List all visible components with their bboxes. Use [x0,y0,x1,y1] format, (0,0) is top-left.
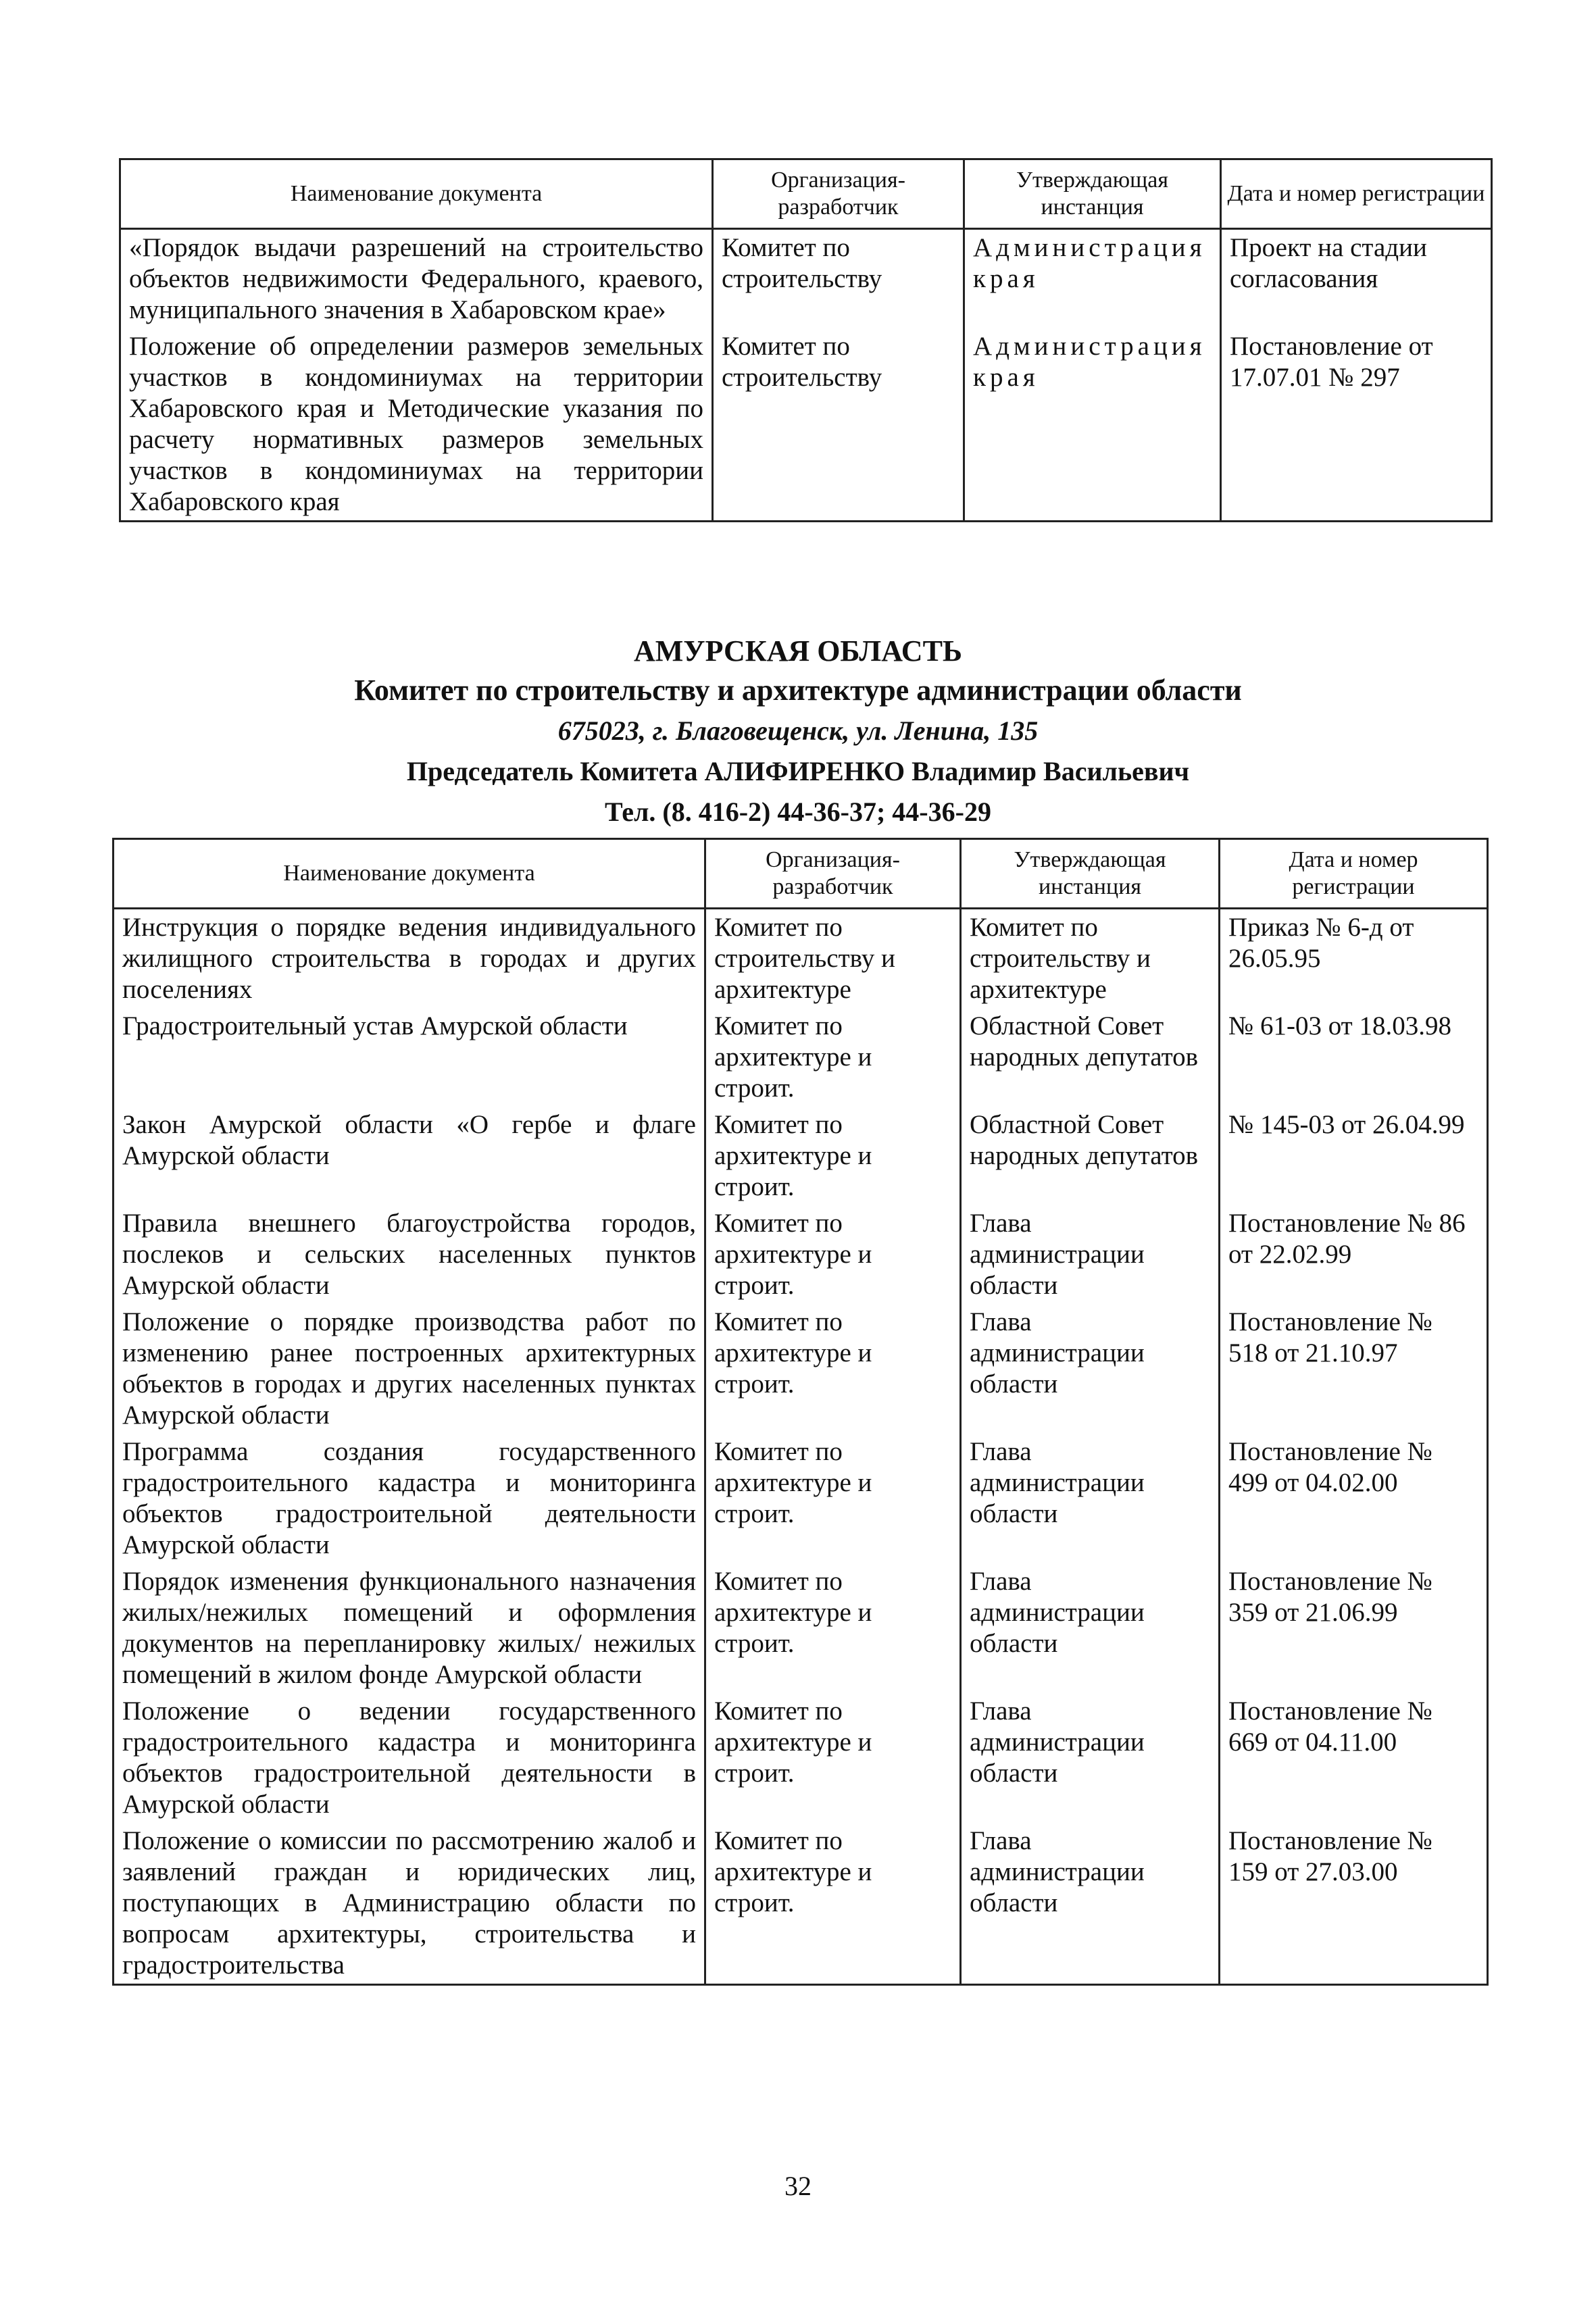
table-row [120,229,1492,329]
document-name: Программа создания государственного градостроительного кадастра и мониторинга объектов градостроительной деятельности Амурской области [114,1434,705,1563]
document-registration: Постановление № 159 от 27.03.00 [1220,1823,1488,1985]
region-title: АМУРСКАЯ ОБЛАСТЬ [633,634,963,668]
document-organization: Комитет по архитектуре и строит. [705,1693,961,1823]
header-registration: Дата и номер регистрации [1220,839,1488,909]
document-name: Закон Амурской области «О гербе и флаге Амурской области [114,1107,705,1205]
documents-table-khabarovsk [119,158,1493,522]
document-name: Градостроительный устав Амурской области [114,1008,705,1107]
table-row [114,1434,1488,1563]
document-name: Положение о порядке производства работ по изменению ранее построенных архитектурных объектов в городах и других населенных пунктах Амурской области [114,1304,705,1434]
table-row [114,1304,1488,1434]
document-name: Правила внешнего благоустройства городов, послеков и сельских населенных пунктов Амурской области [114,1205,705,1304]
document-registration: Постановление № 359 от 21.06.99 [1220,1563,1488,1693]
document-approver: Комитет по строительству и архитектуре [961,909,1220,1009]
document-organization: Комитет по архитектуре и строит. [705,1823,961,1985]
header-approver: Утверждающая инстанция [961,839,1220,909]
document-registration: Постановление № 669 от 04.11.00 [1220,1693,1488,1823]
committee-title: Комитет по строительству и архитектуре администрации области [354,674,1242,707]
committee-phone: Тел. (8. 416-2) 44-36-37; 44-36-29 [605,797,991,827]
header-document-name: Наименование документа [114,839,705,909]
table-row [114,1107,1488,1205]
table-row [114,1693,1488,1823]
document-approver: Глава администрации области [961,1693,1220,1823]
document-approver: Администрация края [964,328,1221,522]
document-organization: Комитет по архитектуре и строит. [705,1304,961,1434]
document-approver: Областной Совет народных депутатов [961,1107,1220,1205]
document-name: «Порядок выдачи разрешений на строительство объектов недвижимости Федерального, краевого, муниципального значения в Хабаровском крае» [120,229,713,329]
table-row [114,1563,1488,1693]
committee-address: 675023, г. Благовещенск, ул. Ленина, 135 [557,715,1039,746]
table-row [120,328,1492,522]
document-registration: № 145-03 от 26.04.99 [1220,1107,1488,1205]
document-organization: Комитет по архитектуре и строит. [705,1205,961,1304]
document-name: Положение о ведении государственного градостроительного кадастра и мониторинга объектов градостроительной деятельности в Амурской области [114,1693,705,1823]
documents-table-amur [112,838,1489,1986]
document-registration: Постановление от 17.07.01 № 297 [1221,328,1492,522]
header-approver: Утверждающая инстанция [964,159,1221,229]
document-registration: Постановление № 86 от 22.02.99 [1220,1205,1488,1304]
header-document-name: Наименование документа [120,159,713,229]
table-row [114,909,1488,1009]
document-organization: Комитет по строительству [713,229,964,329]
table-row [114,1823,1488,1985]
document-organization: Комитет по строительству [713,328,964,522]
document-organization: Комитет по строительству и архитектуре [705,909,961,1009]
document-registration: Проект на стадии согласования [1221,229,1492,329]
document-registration: Приказ № 6-д от 26.05.95 [1220,909,1488,1009]
document-organization: Комитет по архитектуре и строит. [705,1563,961,1693]
document-approver: Глава администрации области [961,1563,1220,1693]
committee-chairman: Председатель Комитета АЛИФИРЕНКО Владимир Васильевич [406,756,1190,786]
document-approver: Глава администрации области [961,1205,1220,1304]
header-registration: Дата и номер регистрации [1221,159,1492,229]
document-organization: Комитет по архитектуре и строит. [705,1008,961,1107]
document-name: Положение об определении размеров земельных участков в кондоминиумах на территории Хабаровского края и Методические указания по расчету нормативных размеров земельных участков в кондоминиумах на территории Хабаровского края [120,328,713,522]
document-registration: № 61-03 от 18.03.98 [1220,1008,1488,1107]
document-organization: Комитет по архитектуре и строит. [705,1107,961,1205]
document-name: Положение о комиссии по рассмотрению жалоб и заявлений граждан и юридических лиц, поступающих в Администрацию области по вопросам архитектуры, строительства и градостроительства [114,1823,705,1985]
document-approver: Глава администрации области [961,1434,1220,1563]
header-organization: Организация-разработчик [713,159,964,229]
document-organization: Комитет по архитектуре и строит. [705,1434,961,1563]
table-row [114,1008,1488,1107]
page-number: 32 [784,2171,812,2201]
table-row [114,1205,1488,1304]
document-approver: Глава администрации области [961,1823,1220,1985]
document-registration: Постановление № 499 от 04.02.00 [1220,1434,1488,1563]
document-name: Порядок изменения функционального назначения жилых/нежилых помещений и оформления документов на перепланировку жилых/ нежилых помещений в жилом фонде Амурской области [114,1563,705,1693]
document-name: Инструкция о порядке ведения индивидуального жилищного строительства в городах и других поселениях [114,909,705,1009]
header-organization: Организация-разработчик [705,839,961,909]
document-approver: Областной Совет народных депутатов [961,1008,1220,1107]
document-approver: Администрация края [964,229,1221,329]
document-registration: Постановление № 518 от 21.10.97 [1220,1304,1488,1434]
table-header-row [120,159,1492,229]
table-header-row [114,839,1488,909]
document-approver: Глава администрации области [961,1304,1220,1434]
